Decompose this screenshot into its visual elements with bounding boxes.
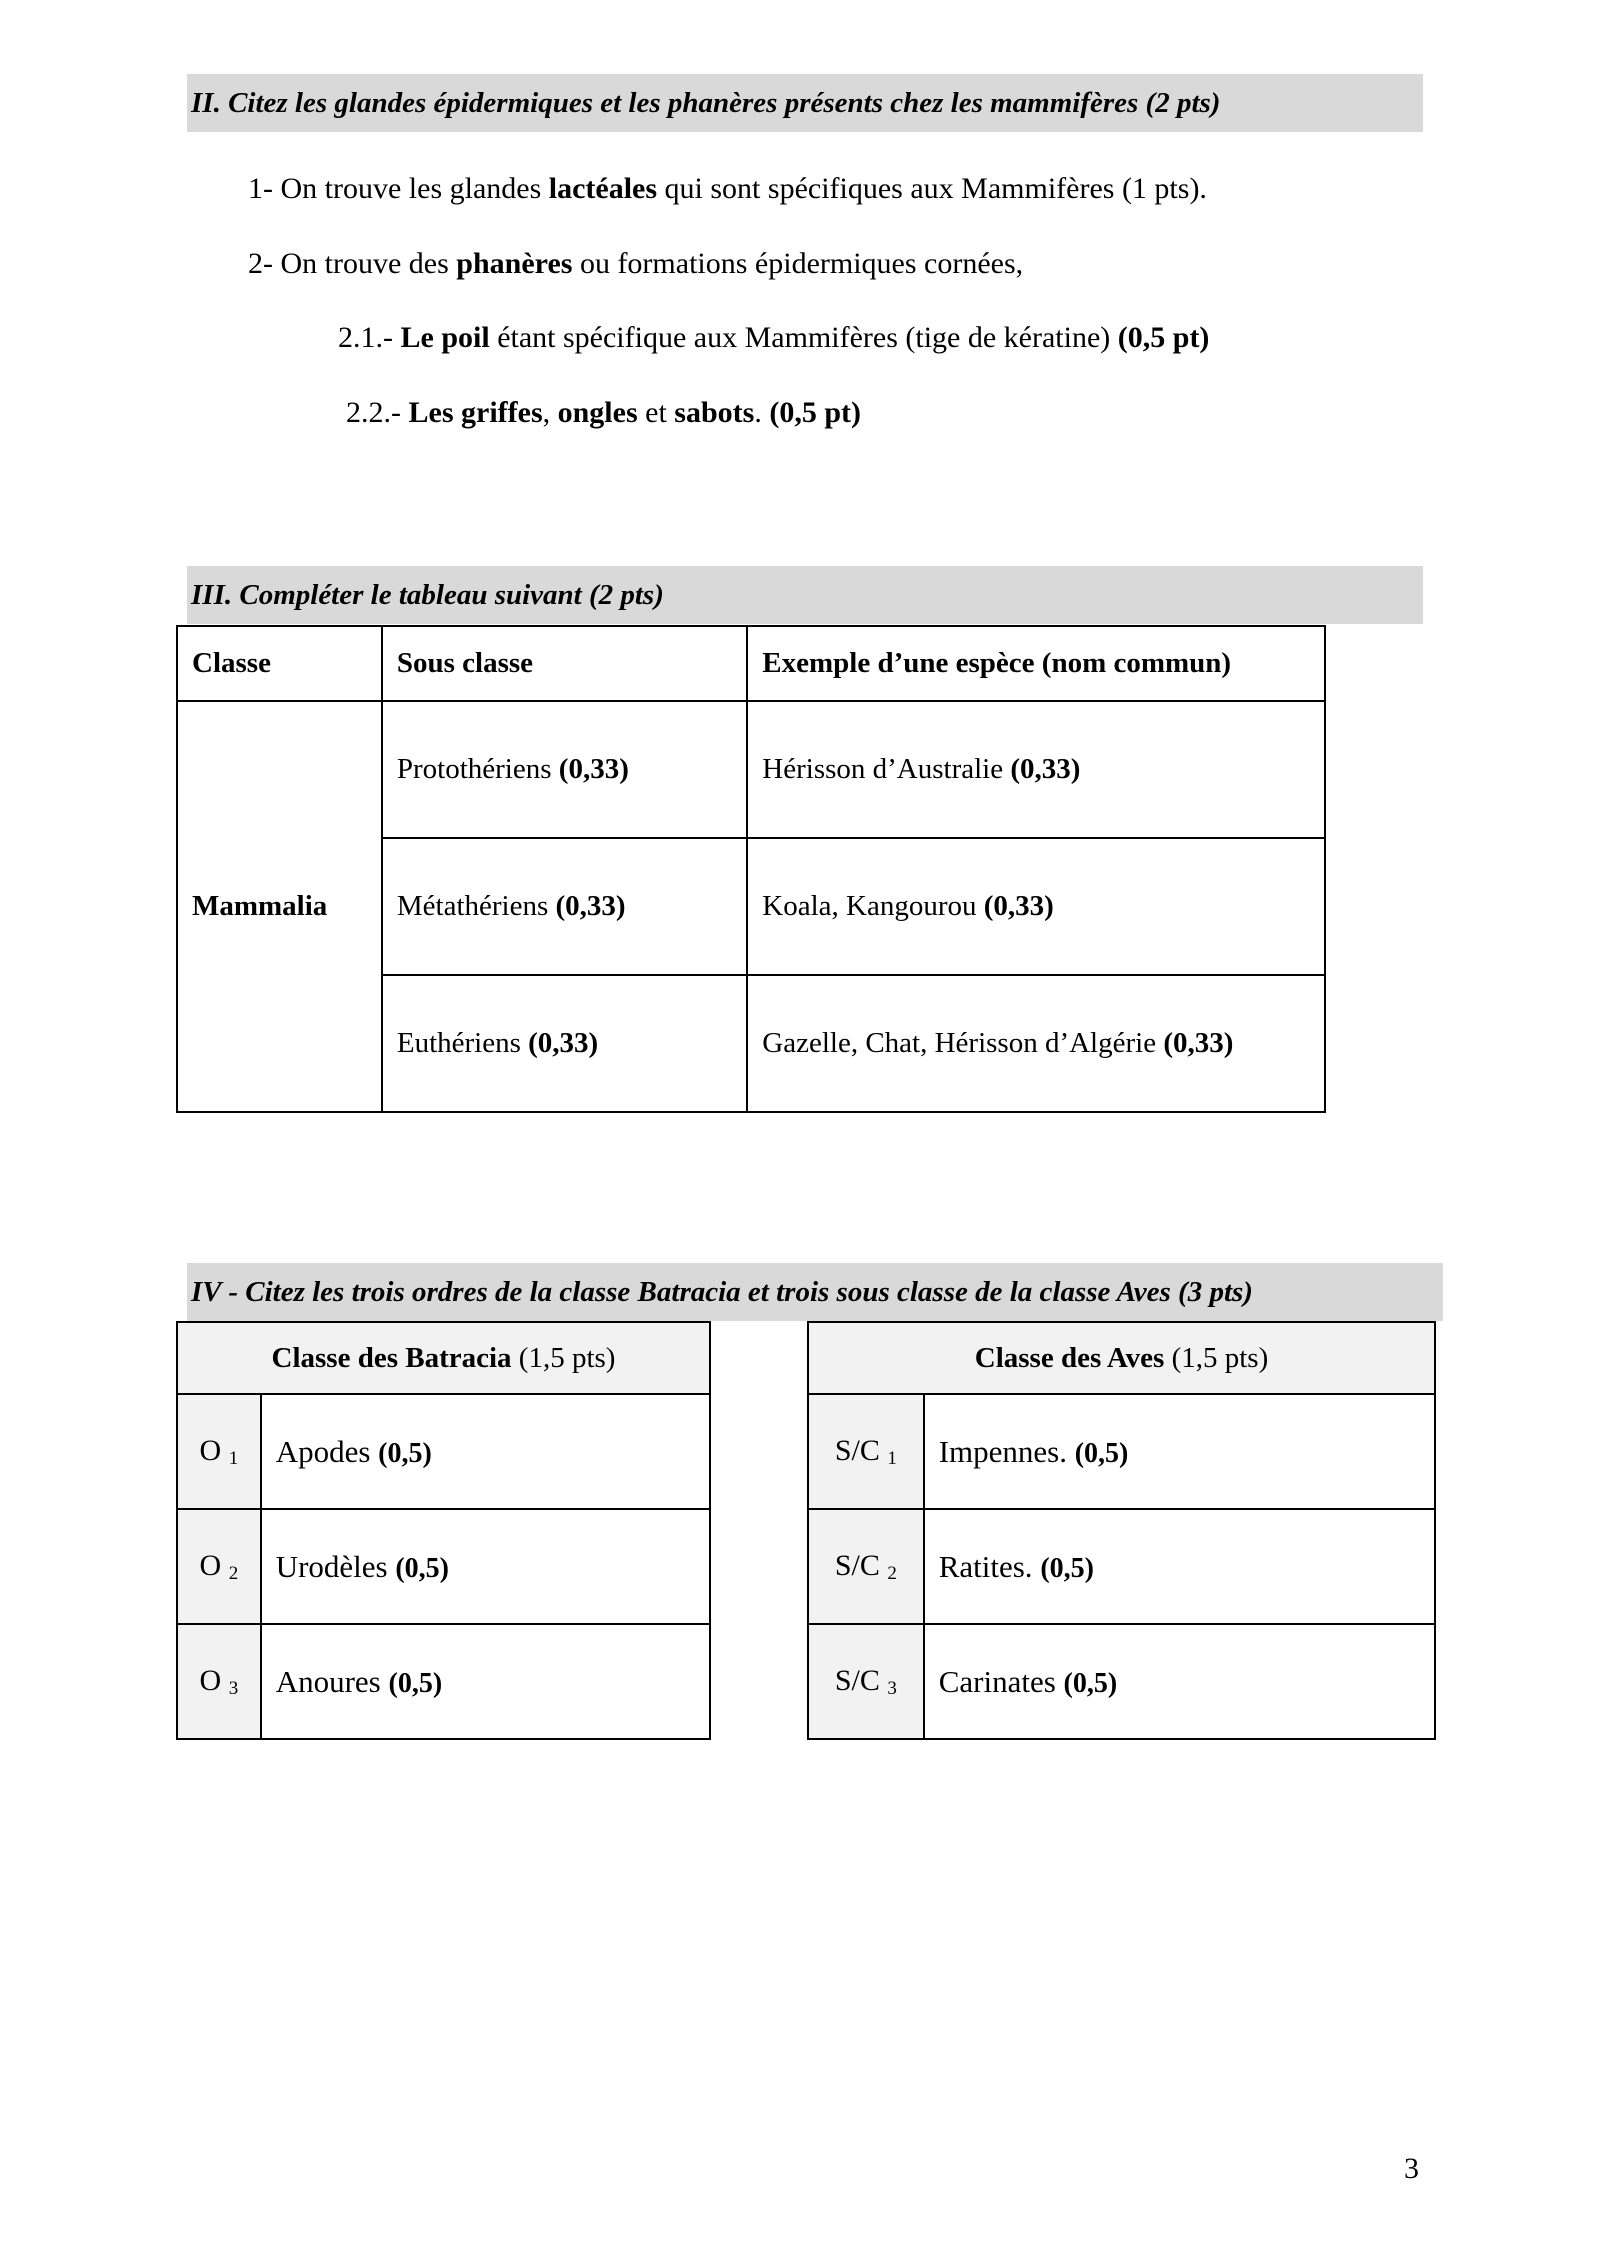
table-row [177,1624,710,1739]
header-sous-classe: Sous classe [382,626,747,701]
aves-header-row [808,1322,1435,1394]
example-cell: Hérisson d’Australie (0,33) [747,701,1325,838]
answer-line-1: 1- On trouve les glandes lactéales qui sont spécifiques aux Mammifères (1 pts). [248,172,1207,205]
batracia-title: Classe des Batracia (1,5 pts) [177,1322,710,1394]
table-row [177,1394,710,1509]
answer-line-2: 2- On trouve des phanères ou formations épidermiques cornées, [248,247,1024,280]
aves-table [807,1321,1436,1740]
answer-line-2-1: 2.1.- Le poil étant spécifique aux Mammifères (tige de kératine) (0,5 pt) [338,321,1210,354]
section-2-heading: II. Citez les glandes épidermiques et les phanères présents chez les mammifères (2 pts) [187,74,1423,132]
subclass-cell: Protothériens (0,33) [382,701,747,838]
order-label: O $_1$ [177,1394,261,1509]
header-classe: Classe [177,626,382,701]
section-4-heading: IV - Citez les trois ordres de la classe Batracia et trois sous classe de la classe Aves (3 pts) [187,1263,1443,1321]
table-header-row [177,626,1325,701]
page-number: 3 [1404,2152,1419,2185]
subclass-label: S/C $_2$ [808,1509,924,1624]
subclass-cell: Euthériens (0,33) [382,975,747,1112]
aves-title: Classe des Aves (1,5 pts) [808,1322,1435,1394]
subclass-value: Carinates (0,5) [924,1624,1435,1739]
batracia-header-row [177,1322,710,1394]
class-cell: Mammalia [177,701,382,1112]
subclass-label: S/C $_1$ [808,1394,924,1509]
subclass-cell: Métathériens (0,33) [382,838,747,975]
example-cell: Koala, Kangourou (0,33) [747,838,1325,975]
order-value: Urodèles (0,5) [261,1509,710,1624]
subclass-label: S/C $_3$ [808,1624,924,1739]
subclass-value: Ratites. (0,5) [924,1509,1435,1624]
order-label: O $_2$ [177,1509,261,1624]
example-cell: Gazelle, Chat, Hérisson d’Algérie (0,33) [747,975,1325,1112]
table-row [808,1509,1435,1624]
table-row [808,1394,1435,1509]
table-row [808,1624,1435,1739]
classification-table [176,625,1326,1113]
header-exemple: Exemple d’une espèce (nom commun) [747,626,1325,701]
section-3-heading: III. Compléter le tableau suivant (2 pts) [187,566,1423,624]
subclass-value: Impennes. (0,5) [924,1394,1435,1509]
table-row [177,1509,710,1624]
order-value: Anoures (0,5) [261,1624,710,1739]
batracia-table [176,1321,711,1740]
answer-line-2-2: 2.2.- Les griffes, ongles et sabots. (0,5 pt) [346,396,861,429]
order-value: Apodes (0,5) [261,1394,710,1509]
order-label: O $_3$ [177,1624,261,1739]
table-row [177,701,1325,838]
